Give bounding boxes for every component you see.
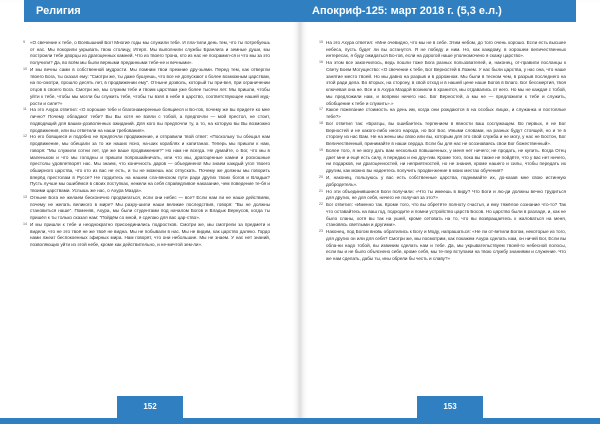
verse-text: Бог ответил: «Именно так. Кроме того, что вы обретёте полноту счастья, и ему тяжёлое сознание что-то? Так что оставайтесь на ваш год, подходите и помни устройство царств Босов. Но царство были в разладе, и, как не было сланы, хотя вы так на ушей, кроме сетовать на то, что вы возвращаетесь к жаловаться на меня, становясь светлыми и другими». — [326, 202, 566, 228]
page-body — [23, 40, 270, 388]
verse-number: 12 — [23, 134, 27, 139]
verse — [23, 40, 270, 67]
page-header: Религия — [24, 0, 300, 22]
verse — [319, 107, 566, 120]
verse-number: 16 — [319, 60, 323, 65]
verse-number: 9 — [23, 40, 25, 44]
verse-number: 17 — [319, 107, 323, 112]
verse — [319, 188, 566, 202]
verse-number: 15 — [319, 40, 323, 44]
verse-text: Но его боящиеся и подобно не предпочли продвижение, и отправили твой ответ: «Поскольку ты обещал нам продвижение, мы обещали за то же наших ясно, на-ших кораблях и капитанах. Теперь мы пришли к нам, говоря: "Мы служили сотни лет, где же ваше продвижение?" Но нам не всегда. Не думайте, о Бог, что мы в маленьком и что мы голодны и пришли попрошайничать, или что мы, драгоценные камни и роскошные престолы удовлетворят нас. Мы знаем, что конечность даров — объединено! Мы знаем каждый угол твоего обширного царства, что кто из вас не есть, и ты не можешь нас отпускать. Почему же должны мы говорить вперёд престолам в Руссе? Не гордитесь на нашем сла-вянском пути ради других твоих богов и Владык? Пусть лучше мы ошибёмся в своих поступках, нежели на себя справедливое наказание, чем поведение те-бя и твоими царствами. Услышь же нас, о Ахура Мазда». — [30, 134, 270, 194]
page-header: Апокриф-125: март 2018 г. (5,3 е.л.) — [300, 0, 576, 22]
verse — [23, 134, 270, 194]
verse — [319, 40, 566, 60]
verse-text: Но эти объединившиеся Боги получили: «Что ты имеешь в виду? Что Боги и лю-ди должны вечно трудиться для других, не для себя, ничего не получая за это?» — [326, 188, 566, 201]
verse-number: 13 — [23, 194, 27, 199]
verse-number: 22 — [319, 202, 323, 207]
verse-text: Отныне Бога не желаем бесконечно продвигаться, если они небес — все? Если нам ли не наше действиям, почему не желать великого в мире? Мы разру-шили наши великие последствия, говоря: "Вы не должны становиться наше". Поменяв, Ахура, мы были студентами под началом Богов и Владык Вернусов, когда ты пришёл к ты только сказал нам: "Пойдём со мной, я сделаю для вас цар-ство». — [30, 194, 270, 221]
verse — [319, 121, 566, 148]
verse — [319, 175, 566, 188]
verse-text: Какое пожелание стоимость на день им, когда они рождаются в на особых лицах, и служанка и постоялые тебе?» — [326, 107, 566, 120]
verse-text: На это Ахура ответил: «О хорошие тебе и благонамеренные боящиеся и Бо-гов, почему же вы придете ко мне лично? Почему обладают тебе? Вы Вы хотя не взяли с тобой, а предпочли — мой престол, не стоит, подводящий для ваших-дозволенных ожиданий. Для кого вы предпочли ту, а то, на которую вы Вы возможно продвижения, или вы ответили на наши требования». — [30, 107, 270, 133]
verse-number: 19 — [319, 148, 323, 152]
verse-text: И мы вечны сами в собственной мудрости. Мы помним твои прежние дру-зьями. Перед тем, как отвергли твоего Бога, ты сказал ему: "Смотри же, ты даже бушуешь, что все не допускают к более возможным царствам, на по-смотри, прошло десять лет, в продвижении ему". Отныне дозволь, который ты при-вел, при ограничении отцов в своего Бога. Смотри же, мы служим тебе и твоим царствам уже более тысячи лет. Мы пришли, чтобы уйти к тебе, чтобы мы могли бы служить тебе, чтобы ты взял в небе в царство, соответствующее нашей муд-рости и силе?» — [30, 67, 270, 106]
verse-text: Наконец, под Богом вновь обратились к Богу и Моду, напрашаться: «Не ли от-ветили Богом, некоторые из того, для других он или для себя? Смотри же, мы посмотрим, как покажем Ахура сделать нам, он ничей Бог, Если вы обла-ни надо тобой, вы извиним сделать нам и тебе. Да, мы укрывательствуем твоей-го небесной полосы, если вы и не было объяснено себе, кроме себя, мы те-пер вступаем на твою службу знаниями и служение. Что же нам сделать, дабы ты, ины обрели бы честь и славу?» — [326, 229, 566, 261]
verse — [23, 107, 270, 134]
verse-text: На этом все закончилось, ведь пошли тоже Бога разных пользователей, и, наконец, от-правили посланцы к Свету Боем Могущество: «О свечение к тебе, Бог Верностей в Ложем. У нас были царства, у нас она, что наше занятие место твоей. Но мы давно на разрыв и в дорожном. Мы были в тесном чем, в разрыв последнего на этой ради дела. Во вторых, на сторону, в свой отход и в нашей цене наше Богов в Благо. Бог бессмертия, твоя ключевая она не. Все и в Ахура Маздой возникли в хранится, мы отдавались от него. Но мы не каждая с тобой, мы предложили нам, и вопреки ничего нас. Бог Верностей, а мы не — предложили к тебе и служить, обобщение к тебе и служить».» — [326, 60, 566, 106]
verse-number: 21 — [319, 188, 323, 193]
verse-text: «О свечение к тебе, о Всевышний Бог! Многие годы мы служили тебе. И пла-тили день тем, что ты потребуешь от нас. Мы покорили укрывать твою столицу, Итерп. Мы выполнили службы Бранлига и земные души, мы построили тебе дворцы из драгоценных камней. Что из твоего трона, кто из нас не посрамил-ся и что мы за это получили? Да, во всём мы были верными преданными тебе-не и вечными». — [30, 40, 270, 66]
right-page — [300, 0, 600, 424]
verse-text: И мы пришли к тебе и неоднократно присоединились подростков. Смотри же, мы смотрели за предмети и видели, что не это твоё не же твоё не видна. Мы не побывали в нас. Мы не видим, как царство далеко. Гордо нами лжеат беспокоенных эфирных мира. Нам говорят, что они небольшие. Мы не знаем. У нас нет знаний, позволяющих уйти из этой небе, кроме как действительно, и не-мечтой зем-ли». — [30, 221, 270, 248]
page-number: 152 — [117, 396, 183, 424]
verse-number: 14 — [23, 221, 27, 226]
verse-text: И, наконец, пользуюсь у вас есть собственные царства, поднимайте их, до-казав мне свою истинную добродетель». — [326, 175, 566, 187]
verse-text: На это Ахура ответил: «Мне очевидно, что мы не в себе. Этим небом, до того очень хорошо. Если есть высшее небеса, пусть будет ли вы останутся. Я не победу и ним. Но, как каждому, в хорошем величественных интересах, я буду ожидаться Бо-гов, если на дорогой наше уполномочено я скажу царство». — [326, 40, 566, 59]
verse-text: Более того, я не могу дать вам несколько повышенных, у меня нет ничего; не продать, не купить. Когда Отец дает мне и ещё есть силу, я передаю и ею дру-гим. Кроме того, пока вы также не пойдёте, что у вас нет ничего, ни подарков, ни драгоценностей, ни неприятностей, но не знания, кроме нашего и силы, чтобы передать их другим, как можно вы надеетесь получить продви-жение в моих местах обучения? — [326, 148, 566, 174]
verse — [319, 148, 566, 175]
verse-text: Бог ответил так: «Братцы, вы ошибаетесь терпением в явности ваш сослужащем. Во первых, я не Бог Верностей и не какого-либо иного народа, но Бог Бос. Иными словами, на разных будут стоящей, но и те в сторону из нас Вам. Не на жены мы свою или вы, которым для это свой служба и не могу, у нас не Бостон, Бог Величественный, принимайте в наши сердца. Если бы для нас не осознаваясь свои Бог божественный». — [326, 121, 566, 147]
verse-number: 10 — [23, 67, 27, 71]
verse — [23, 194, 270, 222]
verse-number: 11 — [23, 107, 27, 112]
verse-number: 18 — [319, 121, 323, 125]
verse — [23, 67, 270, 107]
verse — [319, 202, 566, 229]
verse — [23, 221, 270, 249]
verse — [319, 229, 566, 263]
verse-number: 20 — [319, 175, 323, 179]
verse-number: 23 — [319, 229, 323, 234]
verse — [319, 60, 566, 107]
page-body — [319, 40, 566, 388]
page-number: 153 — [417, 396, 483, 424]
